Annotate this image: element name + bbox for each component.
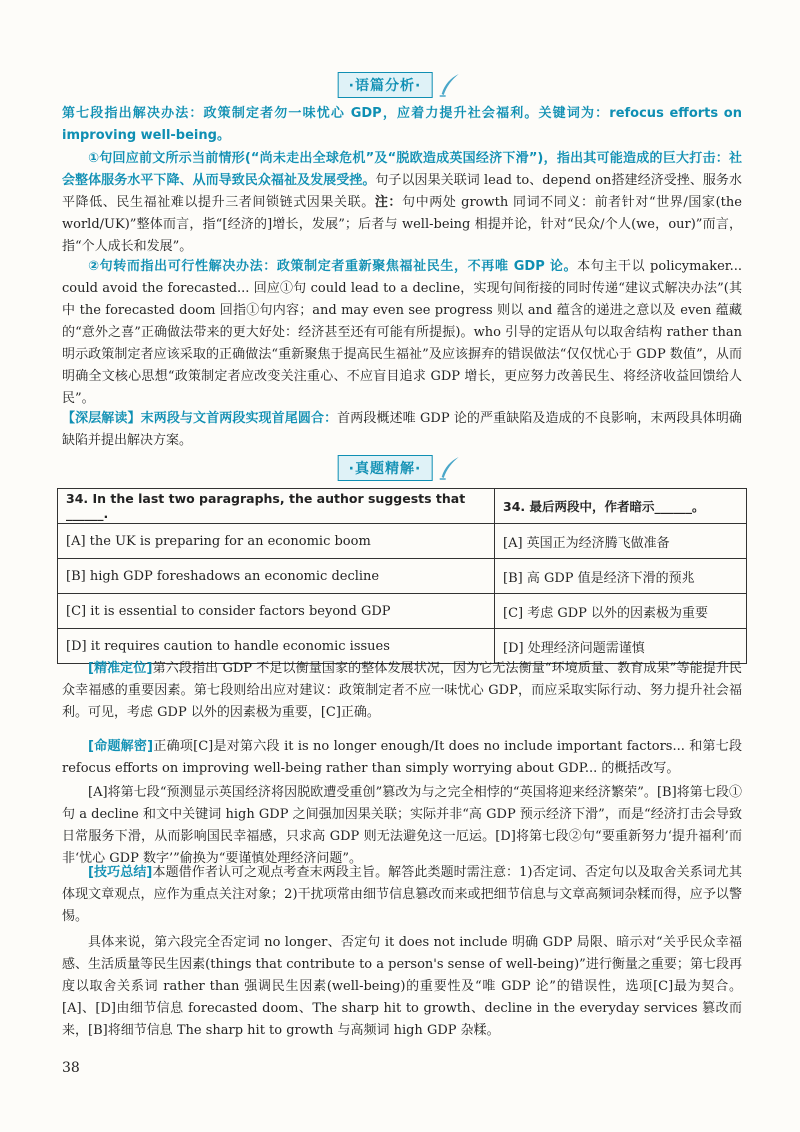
- precise-locate: [精准定位]第六段指出 GDP 不足以衡量国家的整体发展状况，因为它无法衡量“环境质量、教育成果”等能提升民众幸福感的重要因素。第七段则给出应对建议：政策制定者不应一味忧心 GDP，而应采取实际行动、努力提升社会福利。可见，考虑 GDP 以外的因素极为重要，[C]正确。: [62, 661, 742, 720]
- question-stem-zh: 34. 最后两段中，作者暗示______。: [495, 489, 747, 524]
- option-zh: [D] 处理经济问题需谨慎: [495, 629, 747, 664]
- section-title: ·语篇分析·: [338, 72, 433, 98]
- quill-icon: [436, 455, 462, 481]
- section-title: ·真题精解·: [338, 455, 433, 481]
- section-badge-analysis: [338, 72, 463, 98]
- option-en: [B] high GDP foreshadows an economic decline: [58, 559, 495, 594]
- distractor-analysis: [A]将第七段“预测显示英国经济将因脱欧遭受重创”篡改为与之完全相悖的“英国将迎来经济繁荣”。[B]将第七段①句 a decline 和文中关键词 high GDP 之间强加因果关联；实际并非“高 GDP 预示经济下滑”，而是“经济打击会导致日常服务下滑，从而影响国民幸福感，只求高 GDP 则无法避免这一厄运。[D]将第七段②句“要重新努力‘提升福利’而非‘忧心 GDP 数字’”偷换为“要谨慎处理经济问题”。: [62, 785, 742, 866]
- analysis-paragraph-2: ②句转而指出可行性解决办法：政策制定者重新聚焦福祉民生，不再唯 GDP 论。本句主干以 policymaker... could avoid the forecasted... 回应①句 could lead to a decline，实现句间衔接的同时传递“建议式解决办法”(其中 the forecasted doom 回指①句内容；and may even see progress 则以 and 蕴含的递进之意以及 even 蕴藏的“意外之喜”正确做法带来的更大好处：经济甚至还有可能有所提振)。who 引导的定语从句以取舍结构 rather than 明示政策制定者应该采取的正确做法“重新聚焦于提高民生福祉”及应该摒弃的错误做法“仅仅忧心于 GDP 数值”，从而明确全文核心思想“政策制定者应改变关注重心、不应盲目追求 GDP 增长，更应努力改善民生、将经济收益回馈给人民”。: [62, 259, 742, 406]
- section-badge-question: [338, 455, 463, 481]
- page-number: 38: [62, 1060, 80, 1076]
- question-decode: [命题解密]正确项[C]是对第六段 it is no longer enough/It does no include important factors... 和第七段 refocus efforts on improving well-being rather than simply worrying about GDP... 的概括改写。: [62, 739, 742, 776]
- option-en: [D] it requires caution to handle economic issues: [58, 629, 495, 664]
- analysis-paragraph-1: ①句回应前文所示当前情形(“尚未走出全球危机”及“脱欧造成英国经济下滑”)，指出其可能造成的巨大打击：社会整体服务水平下降、从而导致民众福祉及发展受挫。句子以因果关联词 lead to、depend on搭建经济受挫、服务水平降低、民生福祉难以提升三者间锁链式因果关联。注：句中两处 growth 同词不同义：前者针对“世界/国家(the world/UK)”整体而言，指“[经济的]增长，发展”；后者与 well-being 相提并论，针对“民众/个人(we，our)”而言，指“个人成长和发展”。: [62, 151, 742, 254]
- table-row: [58, 594, 747, 629]
- table-row: [58, 559, 747, 594]
- table-row: [58, 489, 747, 524]
- option-en: [C] it is essential to consider factors beyond GDP: [58, 594, 495, 629]
- option-en: [A] the UK is preparing for an economic boom: [58, 524, 495, 559]
- detail-explanation: 具体来说，第六段完全否定词 no longer、否定句 it does not include 明确 GDP 局限、暗示对“关乎民众幸福感、生活质量等民生因素(things that contribute to a person's sense of well-being)”进行衡量之重要；第七段再度以取舍关系词 rather than 强调民生因素(well-being)的重要性及“唯 GDP 论”的错误性，选项[C]最为契合。[A]、[D]由细节信息 forecasted doom、The sharp hit to growth、decline in the everyday services 篡改而来，[B]将细节信息 The sharp hit to growth 与高频词 high GDP 杂糅。: [62, 935, 742, 1038]
- question-stem-en: 34. In the last two paragraphs, the author suggests that ______.: [58, 489, 495, 524]
- option-zh: [A] 英国正为经济腾飞做准备: [495, 524, 747, 559]
- skill-summary: [技巧总结]本题借作者认可之观点考查末两段主旨。解答此类题时需注意：1)否定词、否定句以及取舍关系词尤其体现文章观点，应作为重点关注对象；2)干扰项常由细节信息篡改而来或把细节信息与文章高频词杂糅而得，应予以警惕。: [62, 865, 743, 924]
- quill-icon: [436, 72, 462, 98]
- deep-reading: 【深层解读】末两段与文首两段实现首尾圆合：首两段概述唯 GDP 论的严重缺陷及造成的不良影响，末两段具体明确缺陷并提出解决方案。: [62, 411, 742, 448]
- option-zh: [B] 高 GDP 值是经济下滑的预兆: [495, 559, 747, 594]
- option-zh: [C] 考虑 GDP 以外的因素极为重要: [495, 594, 747, 629]
- question-table: [57, 488, 747, 664]
- table-row: [58, 524, 747, 559]
- analysis-intro: 第七段指出解决办法：政策制定者勿一味忧心 GDP，应着力提升社会福利。关键词为：refocus efforts on improving well-being。: [62, 106, 742, 143]
